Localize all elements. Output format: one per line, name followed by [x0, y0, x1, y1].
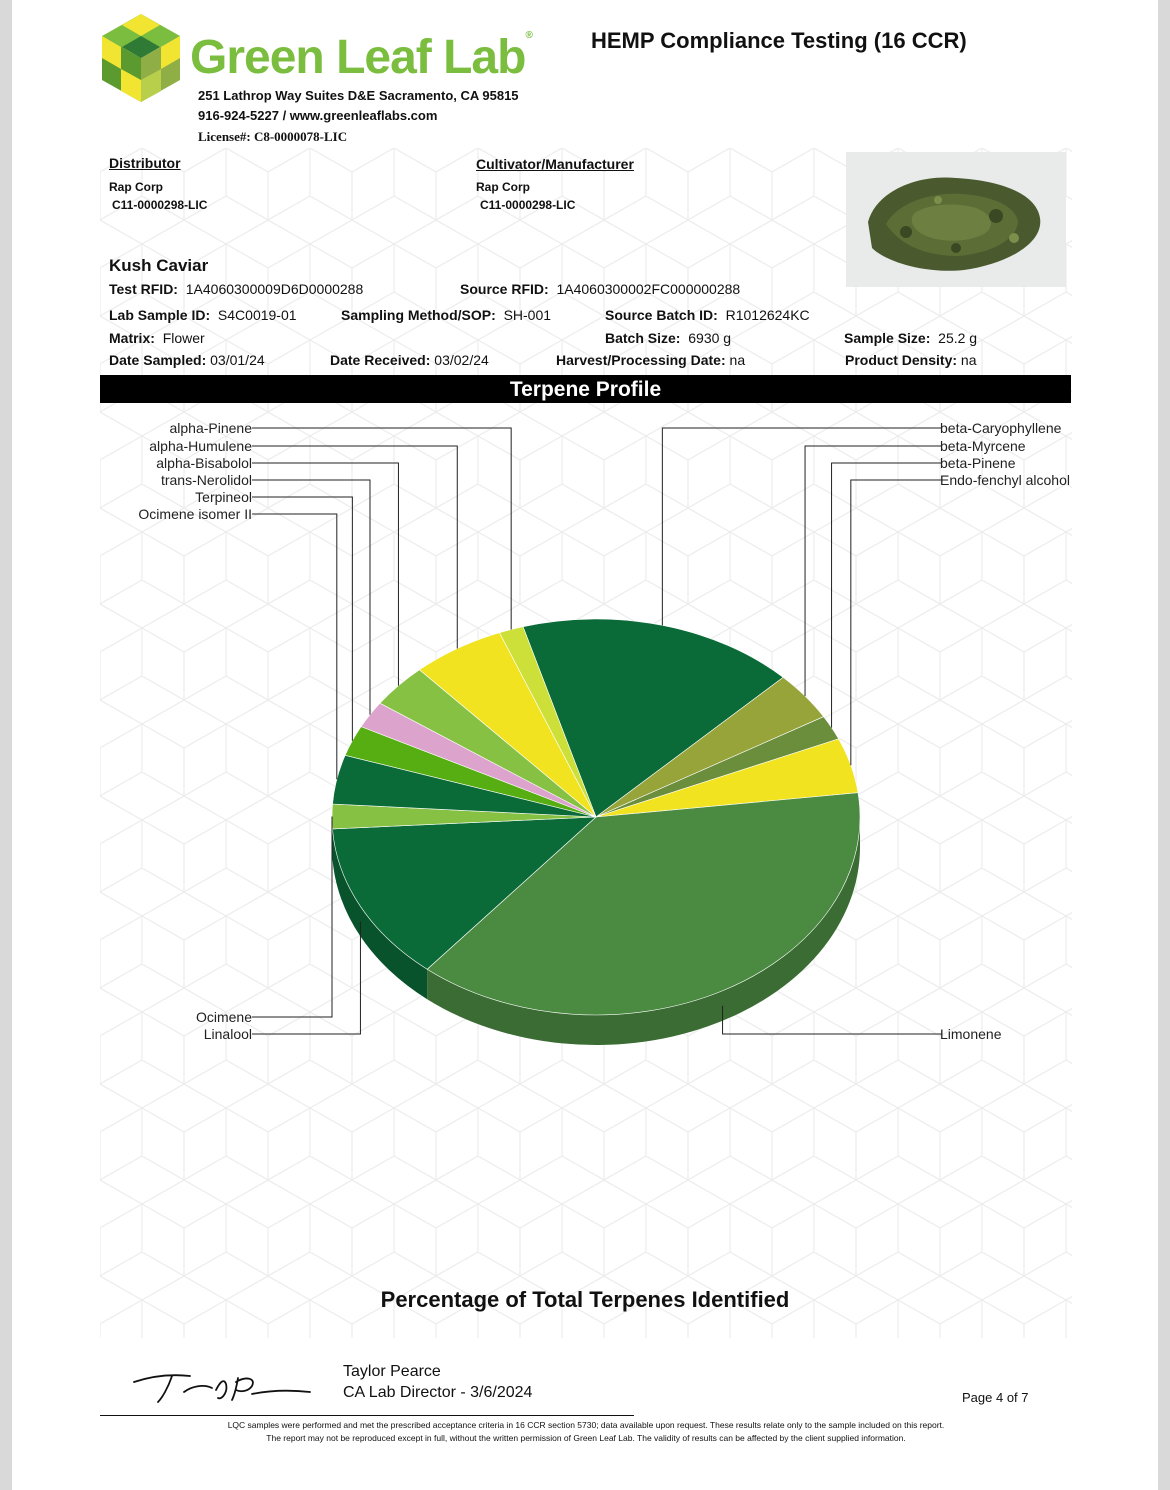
date-received-label: Date Received:	[330, 352, 431, 368]
sampling-method-value: SH-001	[503, 307, 552, 323]
lab-contact: 916-924-5227 / www.greenleaflabs.com	[198, 108, 438, 123]
cultivator-name: Rap Corp	[476, 180, 530, 194]
leader-line-4	[723, 1006, 942, 1034]
legend-label-11: alpha-Humulene	[149, 438, 252, 454]
lab-sample-id-value: S4C0019-01	[217, 307, 297, 323]
harvest-date-label: Harvest/Processing Date:	[556, 352, 726, 368]
leader-line-3	[851, 480, 942, 765]
test-rfid-value: 1A4060300009D6D0000288	[185, 281, 364, 297]
signer-title: CA Lab Director - 3/6/2024	[343, 1384, 533, 1401]
lab-license: License#: C8-0000078-LIC	[198, 129, 348, 144]
legend-label-9: trans-Nerolidol	[160, 472, 252, 488]
leader-line-8	[252, 497, 352, 741]
legend-label-5: Linalool	[203, 1026, 252, 1042]
section-title: Terpene Profile	[509, 378, 662, 401]
legend-label-8: Terpineol	[195, 489, 252, 505]
source-rfid-label: Source RFID:	[460, 281, 549, 297]
leader-line-6	[252, 816, 332, 1017]
leader-line-0	[662, 428, 942, 625]
legend-label-10: alpha-Bisabolol	[156, 455, 252, 471]
report-title: HEMP Compliance Testing (16 CCR)	[591, 28, 967, 53]
disclaimer-line-2: The report may not be reproduced except in full, without the written permission of Green Leaf Lab. The validity of results can be affected by the client supplied information.	[266, 1433, 906, 1443]
legend-label-7: Ocimene isomer II	[138, 506, 252, 522]
lab-address: 251 Lathrop Way Suites D&E Sacramento, CA 95815	[198, 88, 519, 103]
legend-label-4: Limonene	[940, 1026, 1002, 1042]
legend-label-3: Endo-fenchyl alcohol	[940, 472, 1070, 488]
product-name: Kush Caviar	[109, 256, 209, 275]
sample-size-label: Sample Size:	[844, 330, 931, 346]
report-page	[12, 0, 1158, 1490]
source-batch-value: R1012624KC	[725, 307, 810, 323]
footer-rule	[100, 1415, 634, 1416]
legend-label-0: beta-Caryophyllene	[940, 420, 1062, 436]
legend-label-6: Ocimene	[195, 1009, 252, 1025]
date-received-value: 03/02/24	[434, 352, 489, 368]
brand-name: Green Leaf Lab®	[190, 30, 532, 84]
leader-line-12	[252, 428, 511, 629]
distributor-license: C11-0000298-LIC	[112, 198, 208, 212]
distributor-name: Rap Corp	[109, 180, 163, 194]
cultivator-license: C11-0000298-LIC	[480, 198, 576, 212]
terpene-pie-chart	[12, 0, 1158, 1490]
matrix-label: Matrix:	[109, 330, 155, 346]
signature-icon	[132, 1368, 312, 1408]
lab-sample-id-label: Lab Sample ID:	[109, 307, 211, 323]
leader-line-2	[832, 463, 942, 728]
date-sampled-label: Date Sampled:	[109, 352, 207, 368]
legend-label-12: alpha-Pinene	[169, 420, 252, 436]
leader-line-10	[252, 463, 398, 686]
product-density-label: Product Density:	[845, 352, 958, 368]
leader-line-1	[805, 446, 942, 696]
source-rfid-value: 1A4060300002FC000000288	[556, 281, 741, 297]
leader-line-11	[252, 446, 457, 649]
date-sampled-value: 03/01/24	[210, 352, 265, 368]
sample-size-value: 25.2 g	[938, 330, 978, 346]
test-rfid-label: Test RFID:	[109, 281, 178, 297]
cultivator-heading: Cultivator/Manufacturer	[476, 156, 634, 172]
source-batch-label: Source Batch ID:	[605, 307, 718, 323]
disclaimer-line-1: LQC samples were performed and met the prescribed acceptance criteria in 16 CCR section 5730; data available upon request. These results relate only to the sample included on this report.	[227, 1420, 945, 1430]
product-density-value: na	[960, 352, 977, 368]
batch-size-label: Batch Size:	[605, 330, 681, 346]
legend-label-2: beta-Pinene	[940, 455, 1016, 471]
sampling-method-label: Sampling Method/SOP:	[341, 307, 496, 323]
chart-caption: Percentage of Total Terpenes Identified	[380, 1287, 790, 1312]
signer-name: Taylor Pearce	[343, 1363, 441, 1380]
leader-line-7	[252, 514, 337, 779]
page-number: Page 4 of 7	[962, 1390, 1029, 1405]
legend-label-1: beta-Myrcene	[940, 438, 1026, 454]
registered-mark: ®	[525, 30, 532, 41]
matrix-value: Flower	[162, 330, 205, 346]
batch-size-value: 6930 g	[688, 330, 732, 346]
harvest-date-value: na	[729, 352, 746, 368]
distributor-heading: Distributor	[109, 155, 181, 171]
